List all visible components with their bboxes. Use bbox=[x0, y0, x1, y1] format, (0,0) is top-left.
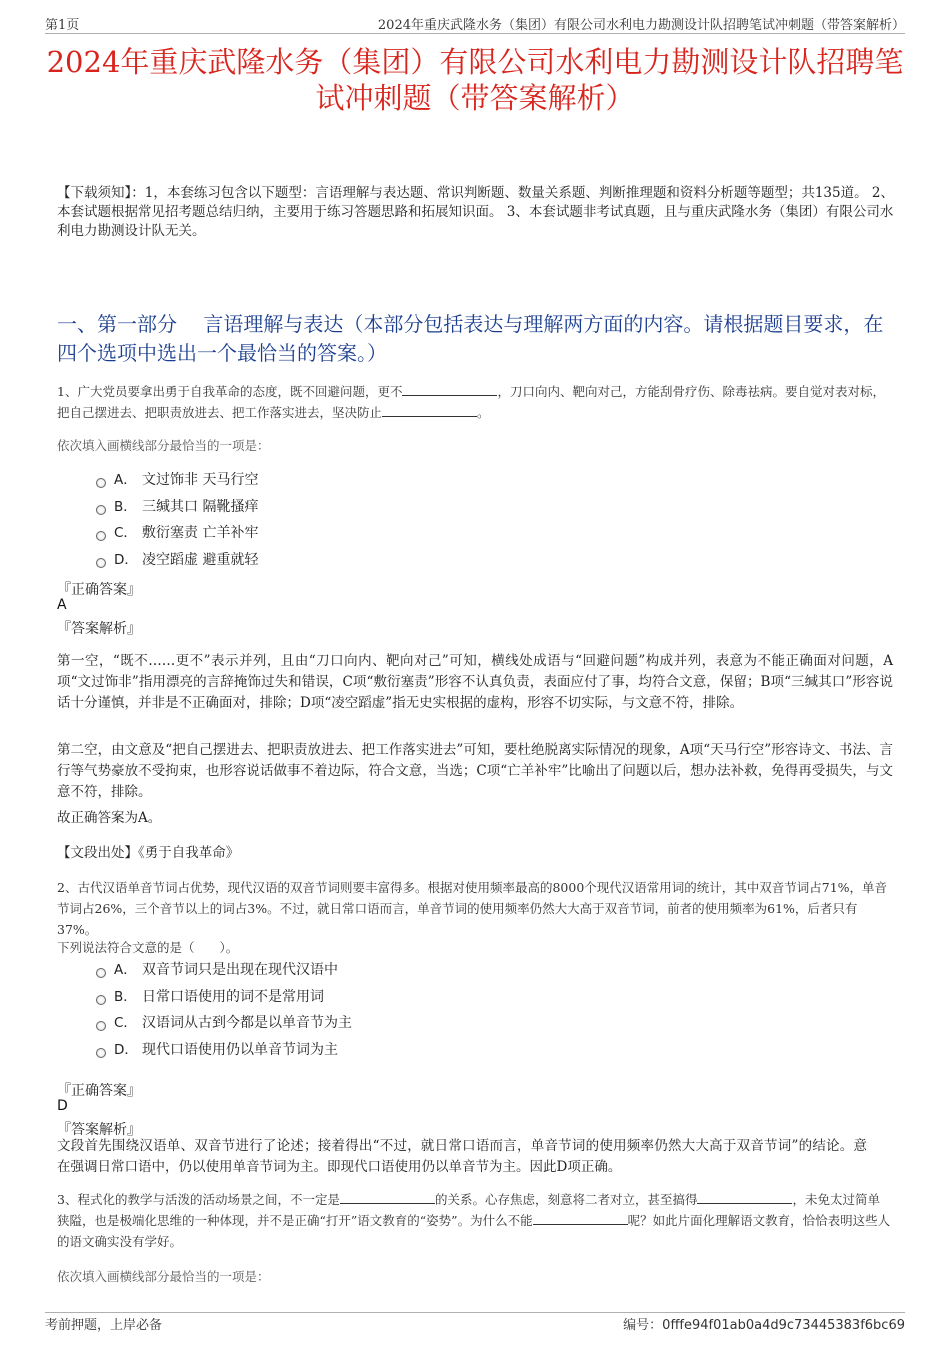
q3-text-part-c: ，未免太过简单狭隘，也是极端化思维的一种体现，并不是正确“打开”语文教育的“姿势”。为什么不能 bbox=[57, 1192, 880, 1228]
header-divider bbox=[45, 33, 905, 34]
q1-analysis-paragraph-2: 第二空，由文意及“把自己摆进去、把职责放进去、把工作落实进去”可知，要杜绝脱离实际情况的现象，A项“天马行空”形容诗文、书法、言行等气势豪放不受拘束，也形容说话做事不着边际，符合文意，当选；C项“亡羊补牢”比喻出了问题以后，想办法补救，免得再受损失，与文意不符，排除。 bbox=[57, 742, 893, 800]
footer-divider bbox=[45, 1312, 905, 1313]
q2-question: 下列说法符合文意的是（ ）。 bbox=[57, 940, 239, 955]
q1-text-part-b: ，刀口向内、靶向对己，方能刮骨疗伤、除毒祛病。要自觉对表对标，把自己摆进去、把职责放进去、把工作落实进去，坚决防止 bbox=[57, 384, 885, 420]
q1-answer: A bbox=[57, 597, 67, 613]
radio-icon[interactable] bbox=[96, 478, 106, 488]
q2-correct-answer-label: 『正确答案』 bbox=[57, 1083, 141, 1099]
option-text: 汉语词从古到今都是以单音节为主 bbox=[142, 1015, 352, 1032]
option-text: 凌空蹈虚 避重就轻 bbox=[142, 551, 259, 568]
q1-analysis-paragraph-1: 第一空，“既不……更不”表示并列，且由“刀口向内、靶向对己”可知，横线处成语与“回避问题”构成并列，表意为不能正确面对问题，A项“文过饰非”指用漂亮的言辞掩饰过失和错误，C项“敷衍塞责”形容不认真负责，表面应付了事，均符合文意，保留；B项“三缄其口”形容说话十分谨慎，并非是不正确面对，排除；D项“凌空蹈虚”指无史实根据的虚构，形容不切实际，与文意不符，排除。 bbox=[57, 653, 893, 711]
radio-icon[interactable] bbox=[96, 968, 106, 978]
option-text: 三缄其口 隔靴搔痒 bbox=[142, 498, 259, 515]
q1-source: 【文段出处】《勇于自我革命》 bbox=[57, 845, 240, 861]
footer-slogan: 考前押题，上岸必备 bbox=[45, 1318, 163, 1333]
q1-analysis-label: 『答案解析』 bbox=[57, 621, 141, 637]
radio-icon[interactable] bbox=[96, 505, 106, 515]
q3-instruction: 依次填入画横线部分最恰当的一项是： bbox=[57, 1269, 270, 1284]
option-letter: B． bbox=[114, 988, 137, 1005]
q3-blank-1 bbox=[340, 1191, 435, 1204]
q2-analysis-label: 『答案解析』 bbox=[57, 1122, 141, 1138]
radio-icon[interactable] bbox=[96, 1048, 106, 1058]
q1-blank-1 bbox=[402, 383, 497, 396]
q1-option-a[interactable] bbox=[96, 467, 258, 494]
page-title: 2024年重庆武隆水务（集团）有限公司水利电力勘测设计队招聘笔试冲刺题（带答案解析） bbox=[46, 45, 904, 115]
q1-options bbox=[96, 467, 258, 573]
question-3-text bbox=[57, 1189, 892, 1252]
footer-code-label: 编号： bbox=[623, 1318, 663, 1333]
download-notice: 【下载须知】：1，本套练习包含以下题型：言语理解与表达题、常识判断题、数量关系题、判断推理题和资料分析题等题型；共135道。 2、本套试题根据常见招考题总结归纳，主要用于练习答题思路和拓展知识面。 3、本套试题非考试真题，且与重庆武隆水务（集团）有限公司水利电力勘测设计队无关。 bbox=[57, 185, 894, 239]
q3-text-part-a: 3、程式化的教学与活泼的活动场景之间，不一定是 bbox=[57, 1192, 340, 1207]
option-letter: C． bbox=[114, 1015, 137, 1032]
q3-blank-2 bbox=[697, 1191, 792, 1204]
q1-instruction: 依次填入画横线部分最恰当的一项是： bbox=[57, 438, 270, 453]
option-letter: C． bbox=[114, 525, 137, 542]
q1-option-b[interactable] bbox=[96, 494, 258, 521]
q2-analysis: 文段首先围绕汉语单、双音节进行了论述；接着得出“不过，就日常口语而言，单音节词的使用频率仍然大大高于双音节词”的结论。意在强调日常口语中，仍以使用单音节词为主。即现代口语使用仍以单音节为主。因此D项正确。 bbox=[57, 1138, 867, 1175]
option-text: 敷衍塞责 亡羊补牢 bbox=[142, 525, 259, 542]
option-letter: D． bbox=[114, 551, 138, 568]
footer-code-value: 0fffe94f01ab0a4d9c73445383f6bc69 bbox=[662, 1318, 905, 1333]
q1-conclusion: 故正确答案为A。 bbox=[57, 810, 162, 826]
q1-correct-answer-label: 『正确答案』 bbox=[57, 582, 141, 598]
q1-text-part-c: 。 bbox=[477, 405, 490, 420]
radio-icon[interactable] bbox=[96, 995, 106, 1005]
question-1-text bbox=[57, 381, 892, 423]
q1-text-part-a: 1、广大党员要拿出勇于自我革命的态度，既不回避问题，更不 bbox=[57, 384, 403, 399]
q2-option-a[interactable] bbox=[96, 957, 352, 984]
option-text: 现代口语使用仍以单音节词为主 bbox=[142, 1041, 338, 1058]
radio-icon[interactable] bbox=[96, 531, 106, 541]
radio-icon[interactable] bbox=[96, 1021, 106, 1031]
option-text: 日常口语使用的词不是常用词 bbox=[142, 988, 324, 1005]
header-doc-title: 2024年重庆武隆水务（集团）有限公司水利电力勘测设计队招聘笔试冲刺题（带答案解析） bbox=[377, 18, 905, 33]
q1-option-c[interactable] bbox=[96, 520, 258, 547]
q2-answer: D bbox=[57, 1098, 68, 1114]
option-letter: B． bbox=[114, 498, 137, 515]
section-title: 一、第一部分 言语理解与表达（本部分包括表达与理解两方面的内容。请根据题目要求，在四个选项中选出一个最恰当的答案。） bbox=[57, 312, 884, 365]
option-text: 双音节词只是出现在现代汉语中 bbox=[142, 962, 338, 979]
q1-blank-2 bbox=[382, 404, 477, 417]
q3-text-part-b: 的关系。心存焦虑，刻意将二者对立，甚至搞得 bbox=[434, 1192, 698, 1207]
option-letter: A． bbox=[114, 962, 137, 979]
page-number: 第1页 bbox=[45, 18, 80, 33]
radio-icon[interactable] bbox=[96, 558, 106, 568]
question-2-text: 2、古代汉语单音节词占优势，现代汉语的双音节词则要丰富得多。根据对使用频率最高的8000个现代汉语常用词的统计，其中双音节词占71%，单音节词占26%，三个音节以上的词占3%。不过，就日常口语而言，单音节词的使用频率仍然大大高于双音节词，前者的使用频率为61%，后者只有37%。 bbox=[57, 880, 888, 937]
option-text: 文过饰非 天马行空 bbox=[142, 472, 259, 489]
option-letter: A． bbox=[114, 472, 137, 489]
q2-option-c[interactable] bbox=[96, 1010, 352, 1037]
q3-blank-3 bbox=[533, 1212, 628, 1225]
q1-option-d[interactable] bbox=[96, 547, 258, 574]
q2-option-d[interactable] bbox=[96, 1037, 352, 1064]
q3-text-part-d: 呢？如此片面化理解语文教育，恰恰表明这些人的语文确实没有学好。 bbox=[57, 1213, 891, 1249]
q2-options bbox=[96, 957, 352, 1063]
option-letter: D． bbox=[114, 1041, 138, 1058]
q2-option-b[interactable] bbox=[96, 984, 352, 1011]
footer-code bbox=[623, 1314, 905, 1333]
